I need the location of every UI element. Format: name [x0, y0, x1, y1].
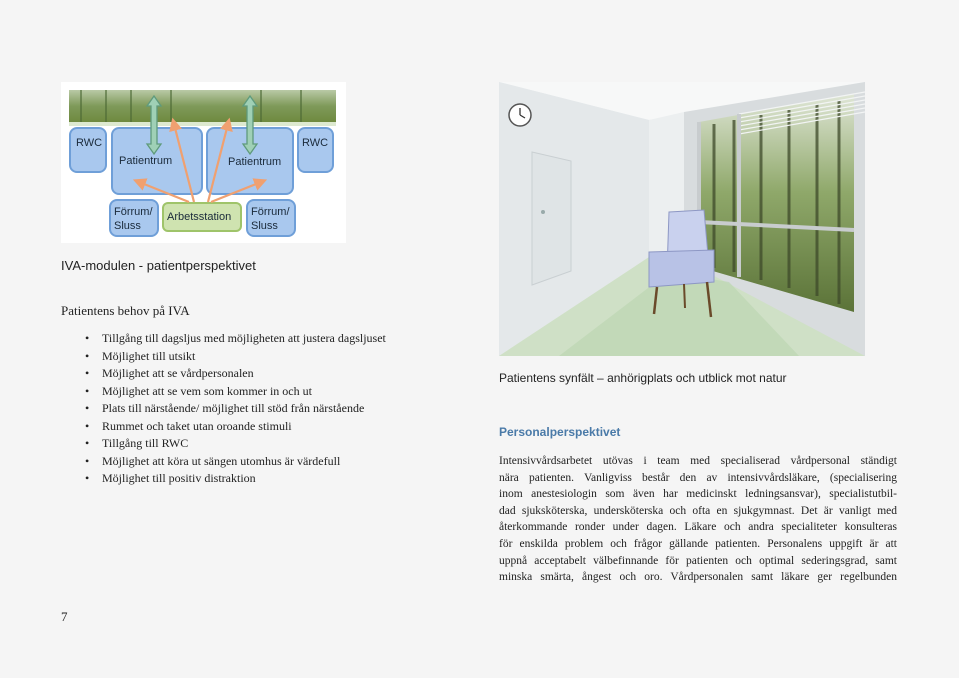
forrum-right: Förrum/ Sluss	[246, 199, 296, 237]
list-item: • Plats till närstående/ möjlighet till stöd från närstående	[85, 400, 386, 418]
needs-list	[85, 330, 386, 488]
room-illustration	[499, 82, 865, 356]
room-rendering-image	[499, 82, 865, 356]
image-caption: Patientens synfält – anhörigplats och utblick mot natur	[499, 371, 787, 385]
floorplan-diagram	[61, 82, 346, 243]
body-line: Intensivvårdsarbetet utövas i team med specialiserad vårdpersonal ständigt	[499, 455, 897, 467]
rwc-left: RWC	[69, 127, 107, 173]
patientrum-left: Patientrum	[111, 127, 203, 195]
body-line: uppnå acceptabelt välbefinnande för patienten och optimal sederingsgrad, samt	[499, 554, 897, 567]
view-arrow-right	[243, 96, 257, 154]
body-line: dad sjuksköterska, undersköterska och ofta en sjukgymnast. Det är vanligt med	[499, 504, 897, 517]
arbetsstation: Arbetsstation	[162, 202, 242, 232]
list-item: • Möjlighet till utsikt	[85, 348, 386, 366]
section-heading: Personalperspektivet	[499, 425, 621, 439]
page-number: 7	[61, 609, 68, 624]
list-item: • Möjlighet till positiv distraktion	[85, 470, 386, 488]
body-line: återkommande ronder under dagen. Läkare och andra specialiteter konsulteras	[499, 521, 897, 534]
body-line: för enskilda problem och frågor gällande patienten. Personalens uppgift är att	[499, 537, 897, 550]
list-item: • Möjlighet att se vem som kommer in och ut	[85, 383, 386, 401]
module-title: IVA-modulen - patientperspektivet	[61, 258, 256, 273]
body-paragraph	[499, 453, 897, 586]
body-line: nära patienten. Vanligviss består den av intensivvårdsläkare, (specialisering	[499, 471, 897, 484]
patientrum-right: Patientrum	[206, 127, 294, 195]
view-arrow-left	[147, 96, 161, 154]
body-line: inom anestesiologin som även har medicinskt ledningsansvar), specialistutbil-	[499, 488, 897, 501]
diagram-arrows	[61, 82, 346, 243]
body-line: minska smärta, ångest och oro. Vårdpersonalen samt läkare ger regelbunden	[499, 571, 897, 584]
list-item: • Rummet och taket utan oroande stimuli	[85, 418, 386, 436]
forrum-left: Förrum/ Sluss	[109, 199, 159, 237]
list-item: • Tillgång till RWC	[85, 435, 386, 453]
list-item: • Möjlighet att köra ut sängen utomhus är värdefull	[85, 453, 386, 471]
list-item: • Möjlighet att se vårdpersonalen	[85, 365, 386, 383]
list-item: • Tillgång till dagsljus med möjligheten att justera dagsljuset	[85, 330, 386, 348]
needs-heading: Patientens behov på IVA	[61, 303, 190, 318]
rwc-right: RWC	[297, 127, 334, 173]
